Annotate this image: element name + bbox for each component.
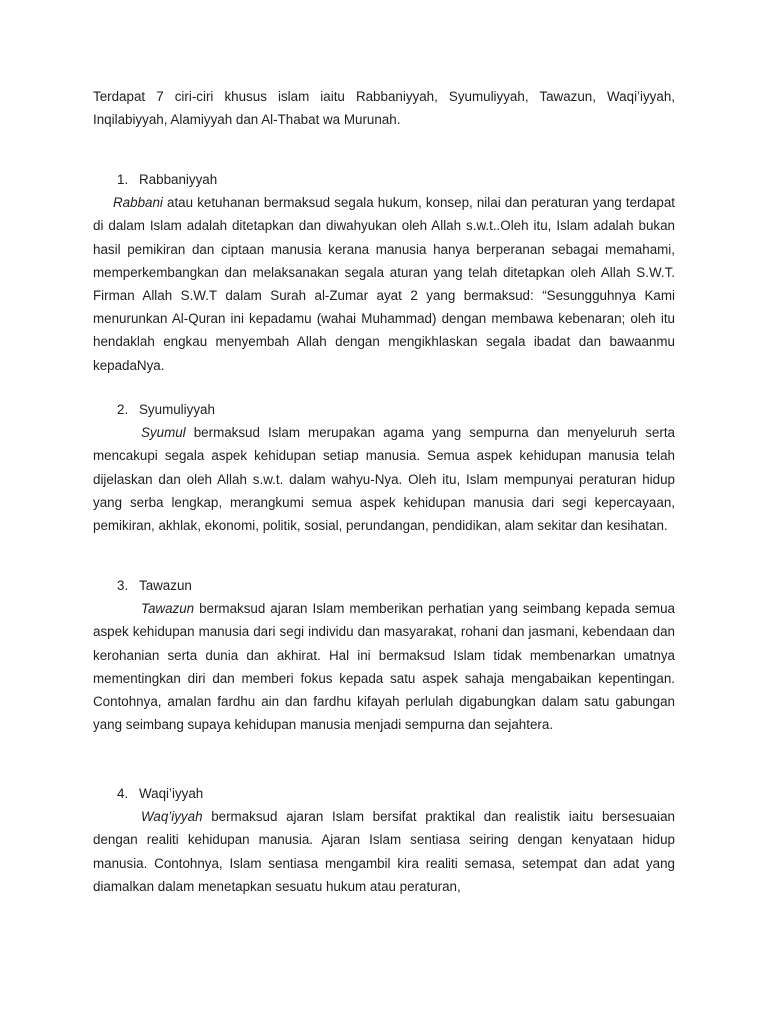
section-term: Tawazun: [141, 601, 195, 617]
section-heading: [93, 574, 675, 597]
section-number: 1.: [117, 172, 129, 187]
section-heading: [93, 782, 675, 805]
section-title: Tawazun: [139, 578, 192, 593]
section-title: Waqi’iyyah: [139, 786, 204, 801]
section-term: Waq’iyyah: [141, 809, 203, 825]
section-body: [93, 191, 675, 377]
section-term: Rabbani: [113, 195, 163, 211]
section-heading: [93, 398, 675, 421]
section-heading: [93, 168, 675, 191]
section-text: bermaksud Islam merupakan agama yang sempurna dan menyeluruh serta mencakupi segala aspek kehidupan setiap manusia. Semua aspek kehidupan manusia telah dijelaskan dan oleh Allah s.w.t. dalam wahyu-Nya. Oleh itu, Islam mempunyai peraturan hidup yang serba lengkap, merangkumi semua aspek kehidupan manusia dari segi kepercayaan, pemikiran, akhlak, ekonomi, politik, sosial, perundangan, pendidikan, alam sekitar dan kesihatan.: [93, 425, 675, 534]
section-body: [93, 421, 675, 537]
section-number: 2.: [117, 402, 129, 417]
section-tawazun: [93, 574, 675, 736]
section-title: Syumuliyyah: [139, 402, 215, 417]
section-title: Rabbaniyyah: [139, 172, 218, 187]
section-waqiiyyah: [93, 782, 675, 898]
section-rabbaniyyah: [93, 168, 675, 377]
intro-paragraph: Terdapat 7 ciri-ciri khusus islam iaitu Rabbaniyyah, Syumuliyyah, Tawazun, Waqi’iyyah, Inqilabiyyah, Alamiyyah dan Al-Thabat wa Murunah.: [93, 89, 675, 128]
section-term: Syumul: [141, 425, 186, 441]
section-text: bermaksud ajaran Islam memberikan perhatian yang seimbang kepada semua aspek kehidupan manusia dari segi individu dan masyarakat, rohani dan jasmani, kebendaan dan kerohanian serta dunia dan akhirat. Hal ini bermaksud Islam tidak membenarkan umatnya mementingkan diri dan memberi fokus kepada satu aspek sahaja mengabaikan kepentingan. Contohnya, amalan fardhu ain dan fardhu kifayah perlulah digabungkan dalam satu gabungan yang seimbang supaya kehidupan manusia menjadi sempurna dan sejahtera.: [93, 601, 675, 733]
section-number: 3.: [117, 578, 129, 593]
section-text: atau ketuhanan bermaksud segala hukum, konsep, nilai dan peraturan yang terdapat di dalam Islam adalah ditetapkan dan diwahyukan oleh Allah s.w.t..Oleh itu, Islam adalah bukan hasil pemikiran dan ciptaan manusia kerana manusia hanya berperanan sebagai memahami, memperkembangkan dan melaksanakan segala aturan yang telah ditetapkan oleh Allah S.W.T. Firman Allah S.W.T dalam Surah al-Zumar ayat 2 yang bermaksud: “Sesungguhnya Kami menurunkan Al-Quran ini kepadamu (wahai Muhammad) dengan membawa kebenaran; oleh itu hendaklah engkau menyembah Allah dengan mengikhlaskan segala ibadat dan bawaanmu kepadaNya.: [93, 195, 675, 373]
section-number: 4.: [117, 786, 129, 801]
section-body: [93, 597, 675, 736]
section-syumuliyyah: [93, 398, 675, 537]
section-text: bermaksud ajaran Islam bersifat praktikal dan realistik iaitu bersesuaian dengan realiti kehidupan manusia. Ajaran Islam sentiasa seiring dengan kenyataan hidup manusia. Contohnya, Islam sentiasa mengambil kira realiti semasa, setempat dan adat yang diamalkan dalam menetapkan sesuatu hukum atau peraturan,: [93, 809, 675, 894]
section-body: [93, 805, 675, 898]
